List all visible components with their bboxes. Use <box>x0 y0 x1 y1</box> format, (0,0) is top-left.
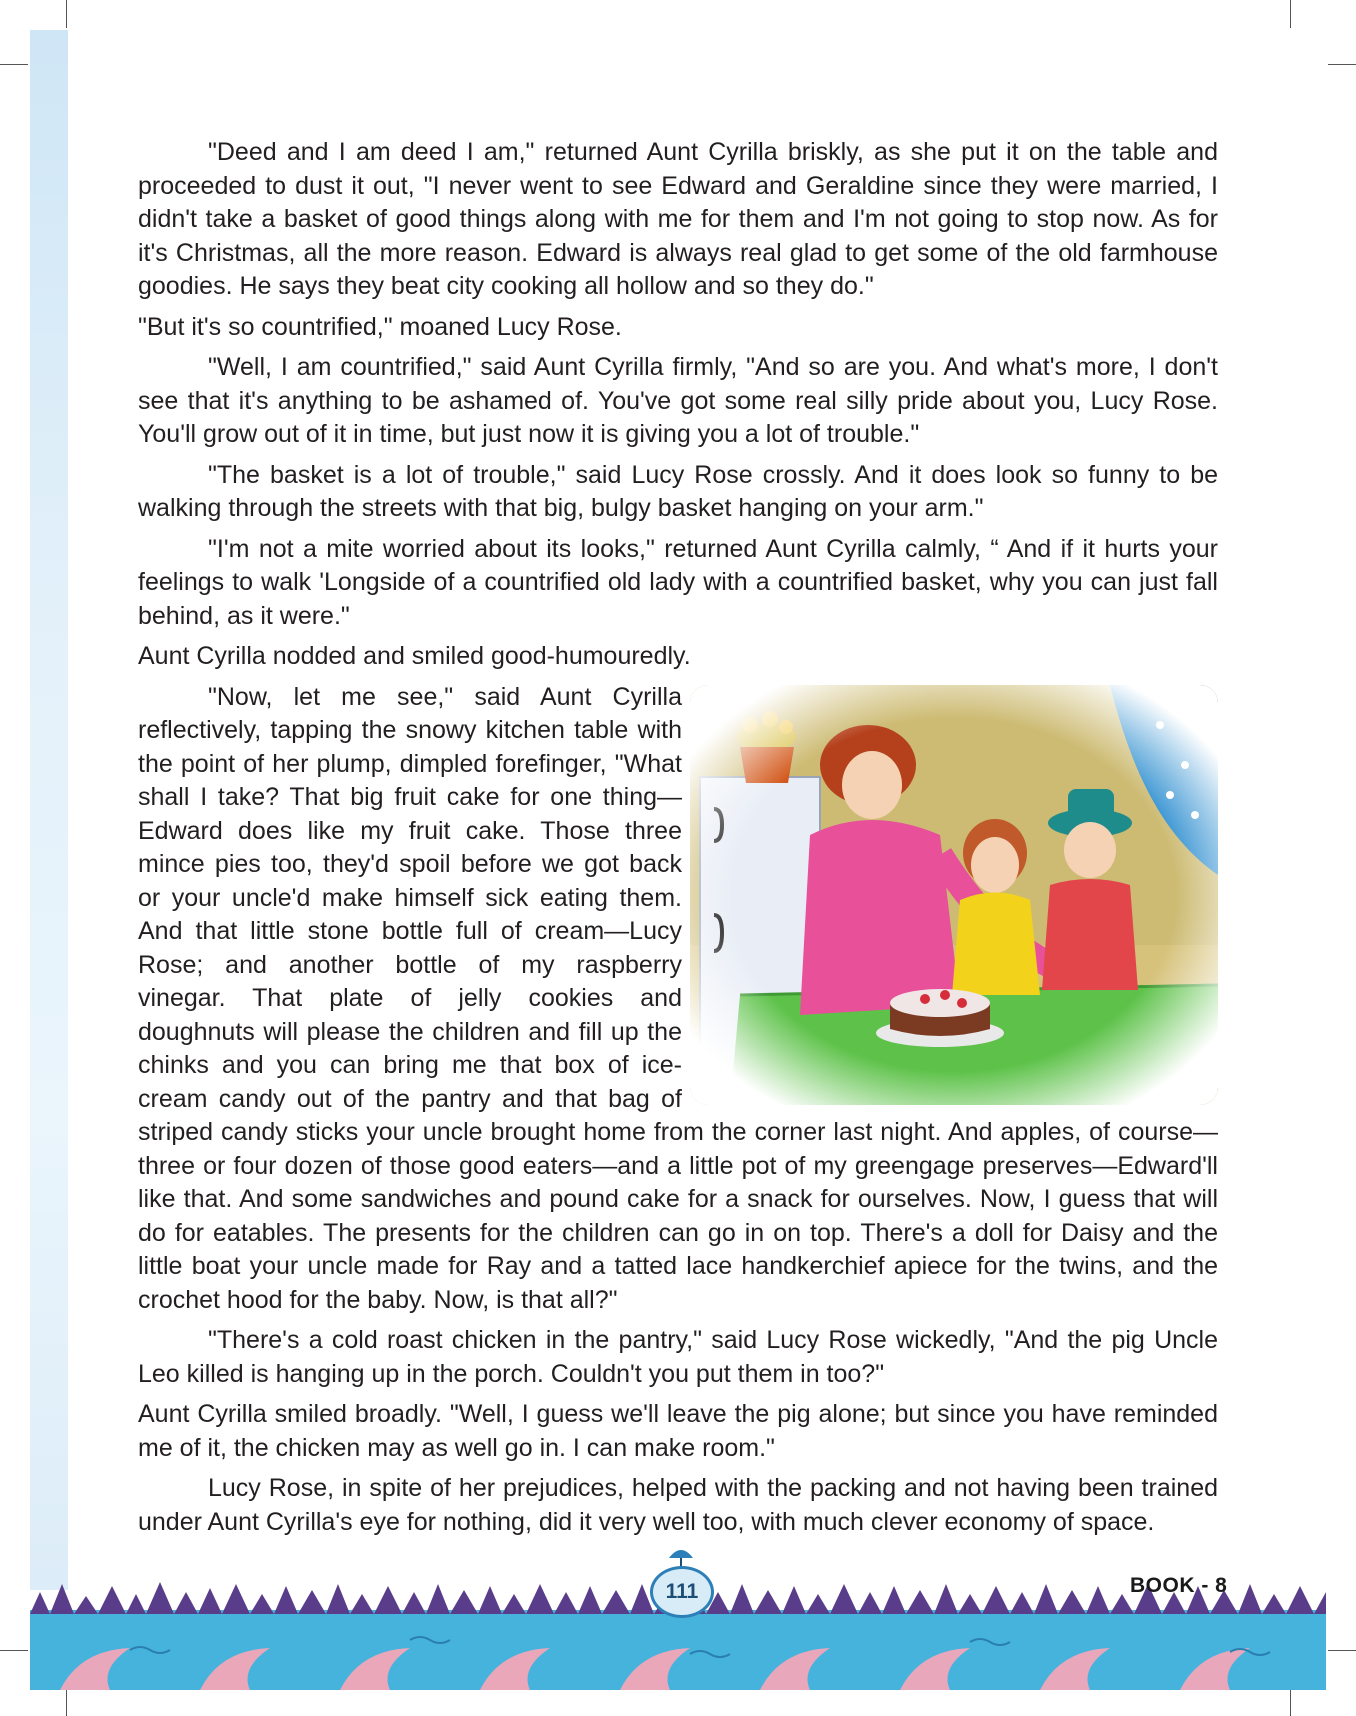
book-label: BOOK - 8 <box>1130 1574 1228 1597</box>
crop-mark <box>66 0 67 28</box>
paragraph-with-illustration <box>138 681 1218 1318</box>
paragraph: "I'm not a mite worried about its looks," returned Aunt Cyrilla calmly, “ And if it hurts your feelings to walk 'Longside of a countrified old lady with a countrified basket, why you can just fall behind, as it were." <box>138 534 1218 630</box>
crop-mark <box>1290 1690 1291 1716</box>
crop-mark <box>1328 64 1356 65</box>
paragraph: "Deed and I am deed I am," returned Aunt Cyrilla briskly, as she put it on the table and proceeded to dust it out, "I never went to see Edward and Geraldine since they were married, I didn't take a basket of good things along with me for them and I'm not going to stop now. As for it's Christmas, all the more reason. Edward is always real glad to get some of the old farmhouse goodies. He says they beat city cooking all hollow and so they do." <box>138 138 1218 300</box>
wrapped-section <box>138 681 1218 1325</box>
paragraph: Aunt Cyrilla nodded and smiled good-humouredly. <box>138 642 691 670</box>
paragraph: "The basket is a lot of trouble," said Lucy Rose crossly. And it does look so funny to be walking through the streets with that big, bulgy basket hanging on your arm." <box>138 460 1218 522</box>
sky-side-strip <box>30 30 68 1590</box>
paragraph: "There's a cold roast chicken in the pantry," said Lucy Rose wickedly, "And the pig Uncle Leo killed is hanging up in the porch. Couldn't you put them in too?" <box>138 1326 1218 1388</box>
paragraph: "But it's so countrified," moaned Lucy Rose. <box>138 312 622 341</box>
crop-mark <box>1328 1650 1356 1651</box>
paragraph: Aunt Cyrilla smiled broadly. "Well, I guess we'll leave the pig alone; but since you have reminded me of it, the chicken may as well go in. I can make room." <box>138 1400 1218 1462</box>
crop-mark <box>0 1650 28 1651</box>
crop-mark <box>1290 0 1291 28</box>
paragraph: Lucy Rose, in spite of her prejudices, helped with the packing and not having been trained under Aunt Cyrilla's eye for nothing, did it very well too, with much clever economy of space. <box>138 1474 1218 1536</box>
kitchen-illustration <box>690 685 1218 1105</box>
page-number: 111 <box>650 1566 714 1618</box>
story-text <box>138 136 1218 1546</box>
crop-mark <box>0 64 28 65</box>
paragraph-text: "Now, let me see," said Aunt Cyrilla reflectively, tapping the snowy kitchen table with the point of her plump, dimpled forefinger, "What shall I take? That big fruit cake for one thing—Edward does like my fruit cake. Those three mince pies too, they'd spoil before we got back or your uncle'd make himself sick eating them. And that little stone bottle full of cream—Lucy Rose; and another bottle of my raspberry vinegar. That plate of jelly cookies and doughnuts will please the children and fill up the chinks and you can bring me that box of ice-cream candy out of the pantry and that bag of striped candy sticks your uncle brought home from the corner last night. And apples, of course—three or four dozen of those good eaters—and a little pot of my greengage preserves—Edward'll like that. And some sandwiches and pound cake for a snack for ourselves. Now, I guess that will do for eatables. The presents for the children can go in on top. There's a doll for Daisy and the little boat your uncle made for Ray and a tatted lace handkerchief apiece for the twins, and the crochet hood for the baby. Now, is that all?" <box>138 682 1218 1314</box>
crop-mark <box>66 1690 67 1716</box>
paragraph: "Well, I am countrified," said Aunt Cyrilla firmly, "And so are you. And what's more, I don't see that it's anything to be ashamed of. You've got some real silly pride about you, Lucy Rose. You'll grow out of it in time, but just now it is giving you a lot of trouble." <box>138 353 1218 448</box>
